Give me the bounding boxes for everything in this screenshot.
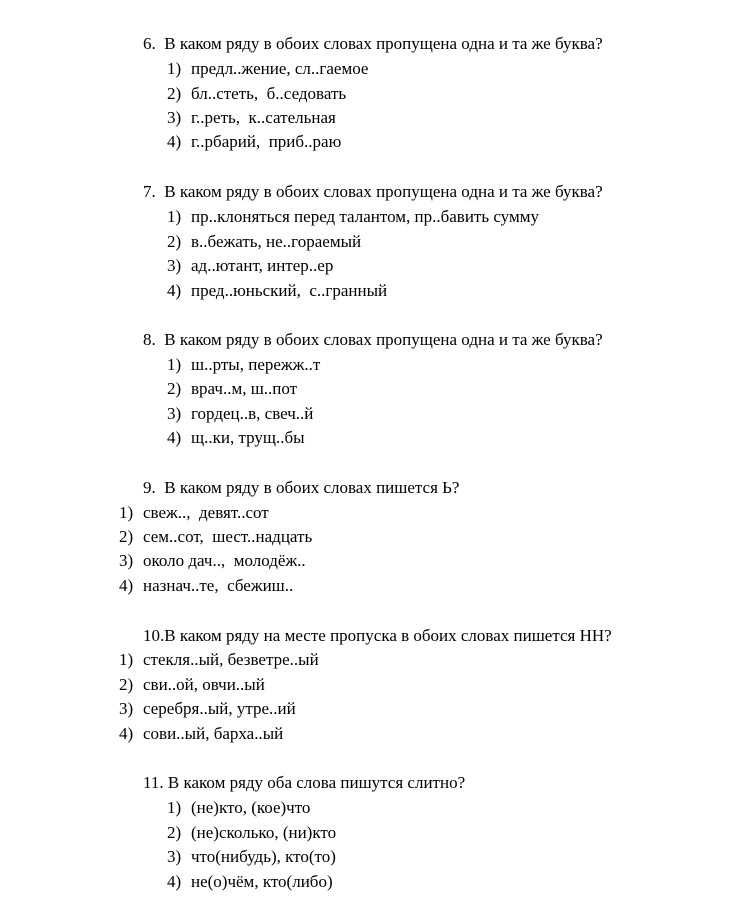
q7-option-2: 2) в..бежать, не..гораемый — [167, 232, 362, 251]
question-7: 7. В каком ряду в обоих словах пропущена одна и та же буква? — [143, 182, 603, 201]
q11-option-1: 1) (не)кто, (кое)что — [167, 798, 311, 817]
q10-option-3: 3) серебря..ый, утре..ий — [119, 699, 296, 718]
q11-option-3: 3) что(нибудь), кто(то) — [167, 847, 336, 866]
q7-option-3: 3) ад..ютант, интер..ер — [167, 256, 334, 275]
question-10: 10.В каком ряду на месте пропуска в обоих словах пишется НН? — [143, 626, 612, 645]
q9-option-3: 3) около дач.., молодёж.. — [119, 551, 306, 570]
q8-option-1: 1) ш..рты, пережж..т — [167, 355, 321, 374]
q8-option-3: 3) гордец..в, свеч..й — [167, 404, 314, 423]
question-6: 6. В каком ряду в обоих словах пропущена одна и та же буква? — [143, 34, 603, 53]
q10-option-2: 2) сви..ой, овчи..ый — [119, 675, 265, 694]
question-11: 11. В каком ряду оба слова пишутся слитно? — [143, 773, 466, 792]
q11-option-2: 2) (не)сколько, (ни)кто — [167, 823, 337, 842]
q10-option-4: 4) сови..ый, барха..ый — [119, 724, 284, 743]
question-9: 9. В каком ряду в обоих словах пишется Ь? — [143, 478, 460, 497]
q9-option-1: 1) свеж.., девят..сот — [119, 503, 269, 522]
q7-option-1: 1) пр..клоняться перед талантом, пр..бавить сумму — [167, 207, 539, 226]
q11-option-4: 4) не(о)чём, кто(либо) — [167, 872, 333, 891]
q10-option-1: 1) стекля..ый, безветре..ый — [119, 650, 319, 669]
question-8: 8. В каком ряду в обоих словах пропущена одна и та же буква? — [143, 330, 603, 349]
q6-option-3: 3) г..реть, к..сательная — [167, 108, 336, 127]
q8-option-4: 4) щ..ки, трущ..бы — [167, 428, 305, 447]
q6-option-1: 1) предл..жение, сл..гаемое — [167, 59, 369, 78]
q6-option-2: 2) бл..стеть, б..седовать — [167, 84, 347, 103]
q8-option-2: 2) врач..м, ш..пот — [167, 379, 298, 398]
q9-option-2: 2) сем..сот, шест..надцать — [119, 527, 313, 546]
q6-option-4: 4) г..рбарий, приб..раю — [167, 132, 342, 151]
q9-option-4: 4) назнач..те, сбежиш.. — [119, 576, 294, 595]
q7-option-4: 4) пред..юньский, с..гранный — [167, 281, 388, 300]
